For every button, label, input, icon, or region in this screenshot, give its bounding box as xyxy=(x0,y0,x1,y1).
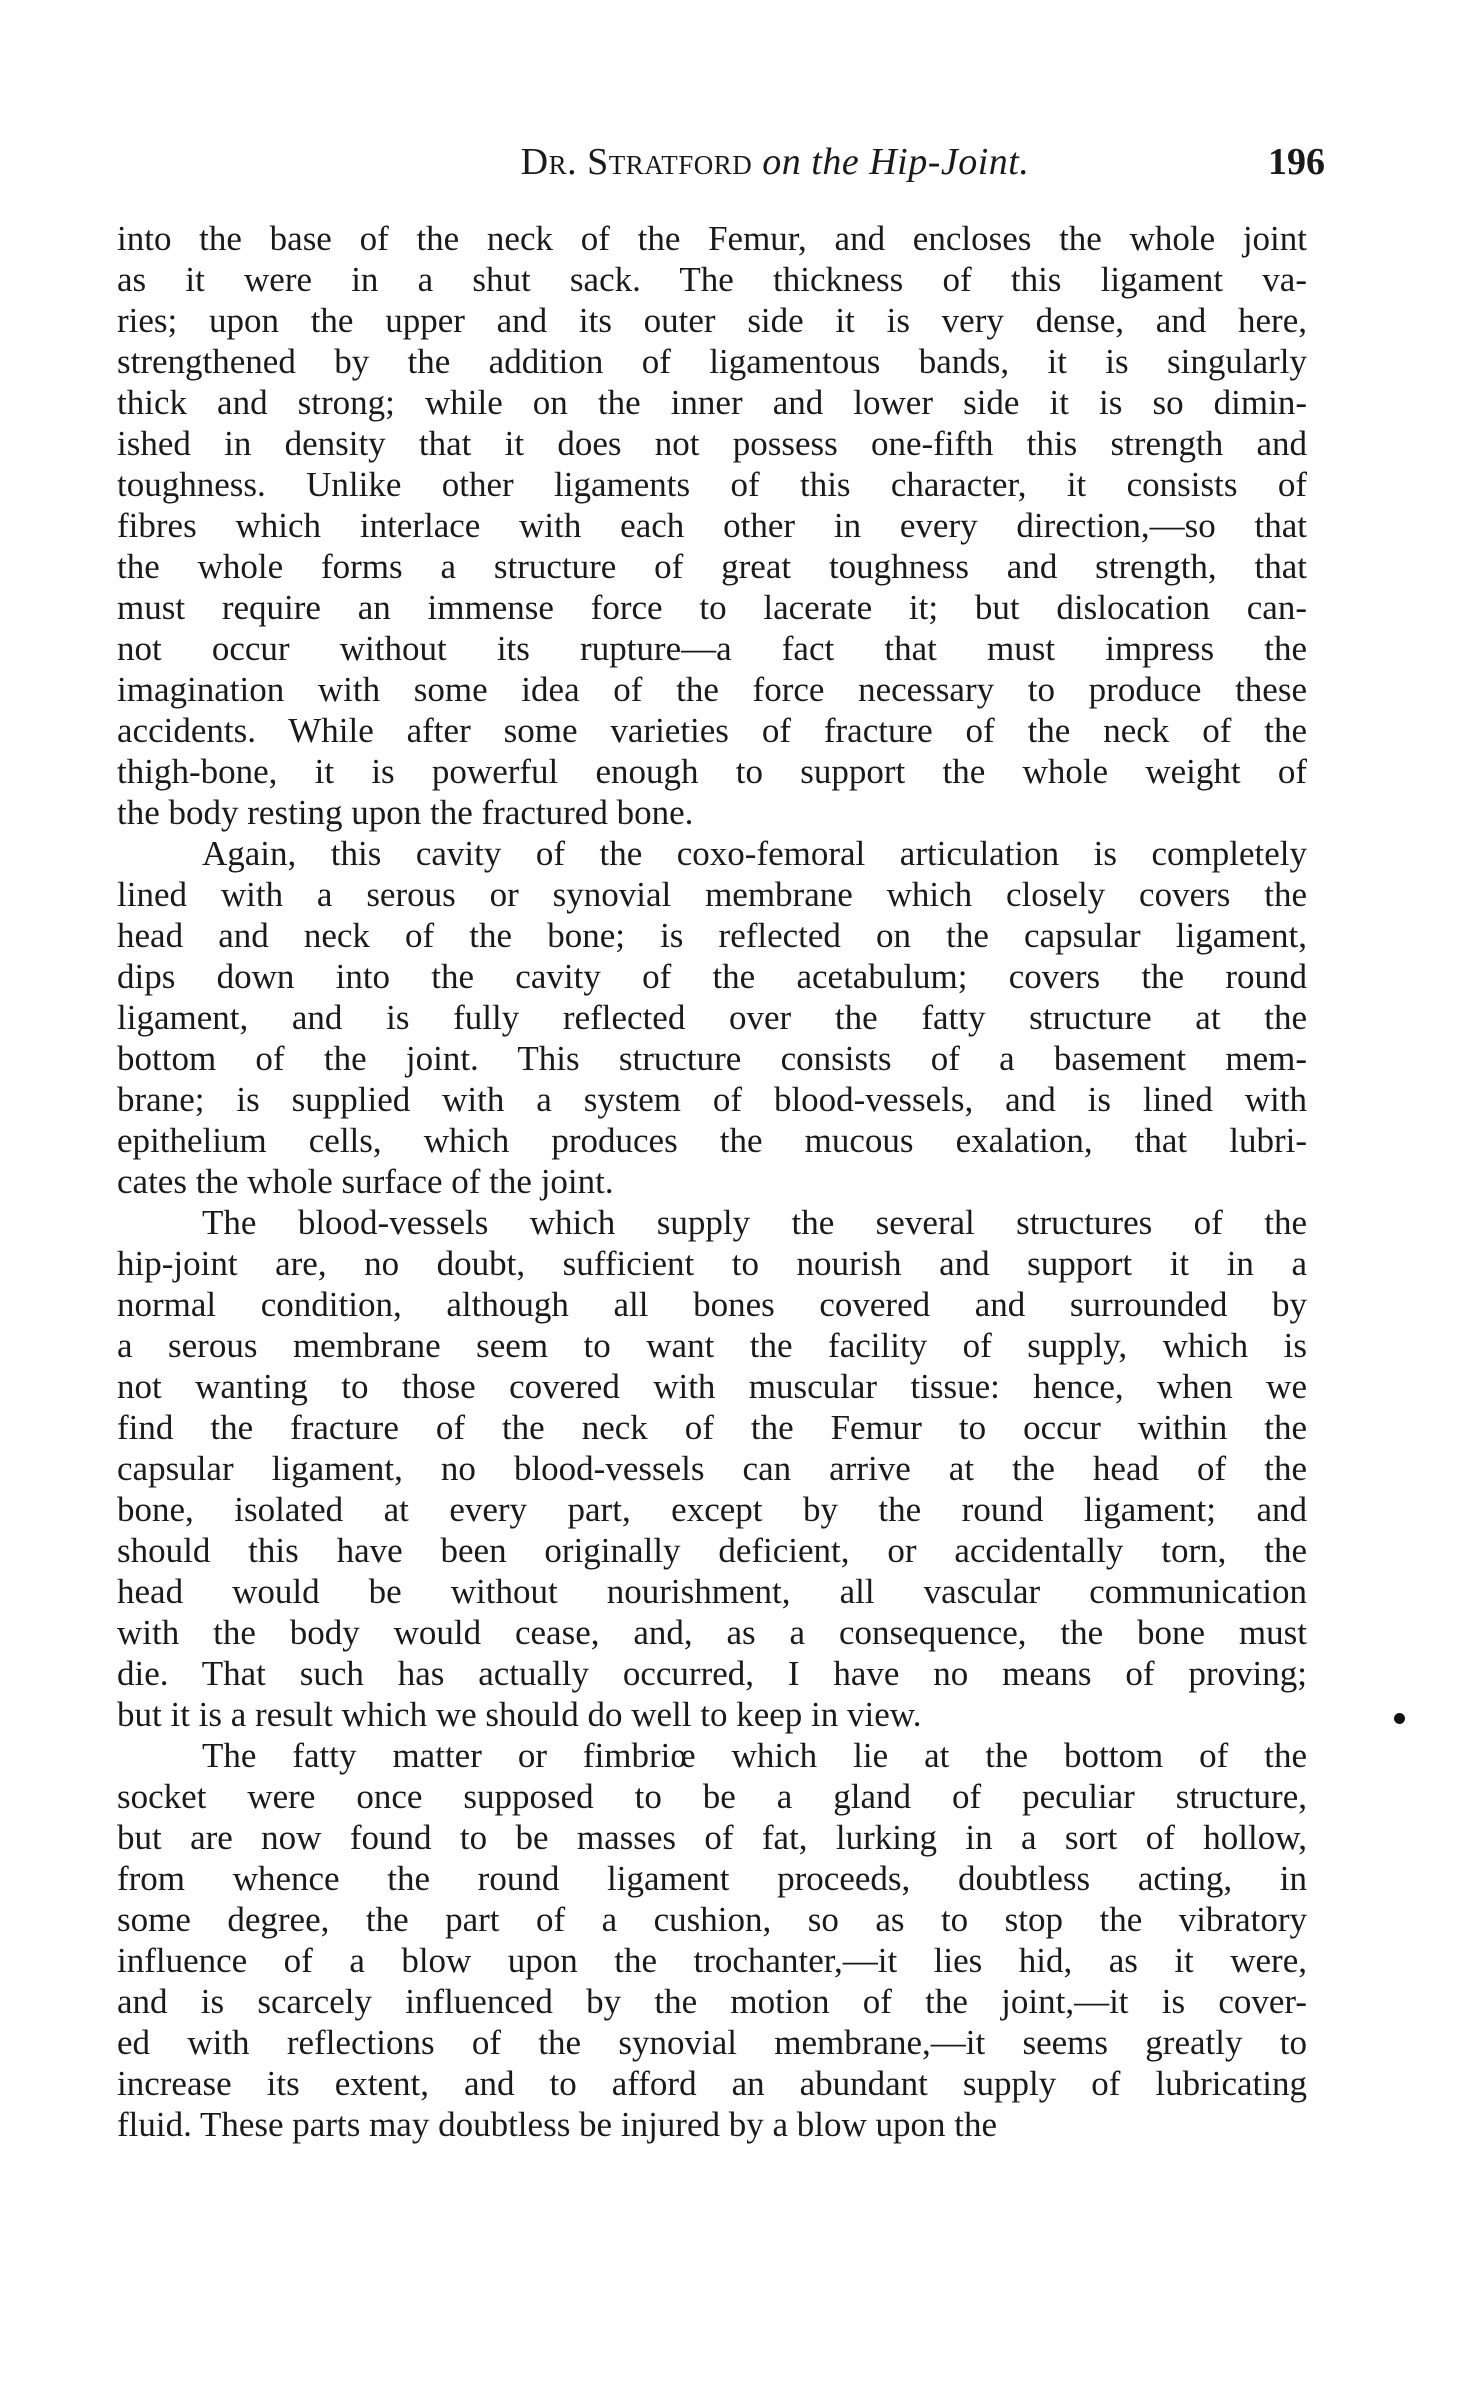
text-line: capsular ligament, no blood-vessels can arrive at the head of the xyxy=(117,1449,1307,1488)
text-line: find the fracture of the neck of the Femur to occur within the xyxy=(117,1408,1307,1447)
text-line: accidents. While after some varieties of fracture of the neck of the xyxy=(117,711,1307,750)
paragraph xyxy=(117,833,1307,1202)
text-line: not occur without its rupture—a fact that must impress the xyxy=(117,629,1307,668)
text-line: toughness. Unlike other ligaments of this character, it consists of xyxy=(117,465,1307,504)
text-line: epithelium cells, which produces the mucous exalation, that lubri- xyxy=(117,1121,1307,1160)
text-line: head would be without nourishment, all vascular communication xyxy=(117,1572,1307,1611)
text-line: but it is a result which we should do well to keep in view. xyxy=(117,1695,922,1734)
text-line: must require an immense force to lacerate it; but dislocation can- xyxy=(117,588,1307,627)
text-line: hip-joint are, no doubt, sufficient to nourish and support it in a xyxy=(117,1244,1307,1283)
text-line: The blood-vessels which supply the several structures of the xyxy=(202,1203,1307,1242)
text-line: fluid. These parts may doubtless be injured by a blow upon the xyxy=(117,2105,998,2144)
text-line: some degree, the part of a cushion, so as to stop the vibratory xyxy=(117,1900,1307,1939)
text-line: dips down into the cavity of the acetabulum; covers the round xyxy=(117,957,1307,996)
text-line: strengthened by the addition of ligamentous bands, it is singularly xyxy=(117,342,1307,381)
text-line: the whole forms a structure of great toughness and strength, that xyxy=(117,547,1307,586)
text-line: with the body would cease, and, as a consequence, the bone must xyxy=(117,1613,1307,1652)
text-line: the body resting upon the fractured bone. xyxy=(117,793,694,832)
text-line: increase its extent, and to afford an abundant supply of lubricating xyxy=(117,2064,1307,2103)
text-line: bottom of the joint. This structure consists of a basement mem- xyxy=(117,1039,1307,1078)
body-text xyxy=(117,218,1307,2145)
running-head xyxy=(395,140,1155,184)
text-line: brane; is supplied with a system of blood-vessels, and is lined with xyxy=(117,1080,1307,1119)
text-line: from whence the round ligament proceeds, doubtless acting, in xyxy=(117,1859,1307,1898)
paragraph xyxy=(117,218,1307,833)
running-head-prefix: Dr. xyxy=(520,141,578,183)
text-line: head and neck of the bone; is reflected on the capsular ligament, xyxy=(117,916,1307,955)
text-line: normal condition, although all bones covered and surrounded by xyxy=(117,1285,1307,1324)
text-line: Again, this cavity of the coxo-femoral articulation is completely xyxy=(202,834,1307,873)
running-head-title: on the Hip-Joint. xyxy=(762,141,1030,183)
text-line: thick and strong; while on the inner and lower side it is so dimin- xyxy=(117,383,1307,422)
text-line: but are now found to be masses of fat, lurking in a sort of hollow, xyxy=(117,1818,1307,1857)
text-line: ries; upon the upper and its outer side it is very dense, and here, xyxy=(117,301,1307,340)
text-line: The fatty matter or fimbriœ which lie at the bottom of the xyxy=(202,1736,1307,1775)
text-line: not wanting to those covered with muscular tissue: hence, when we xyxy=(117,1367,1307,1406)
text-line: imagination with some idea of the force necessary to produce these xyxy=(117,670,1307,709)
text-line: influence of a blow upon the trochanter,—it lies hid, as it were, xyxy=(117,1941,1307,1980)
text-line: lined with a serous or synovial membrane which closely covers the xyxy=(117,875,1307,914)
text-line: as it were in a shut sack. The thickness of this ligament va- xyxy=(117,260,1307,299)
text-line: cates the whole surface of the joint. xyxy=(117,1162,614,1201)
text-line: into the base of the neck of the Femur, and encloses the whole joint xyxy=(117,219,1307,258)
text-line: a serous membrane seem to want the facility of supply, which is xyxy=(117,1326,1307,1365)
paragraph xyxy=(117,1202,1307,1735)
ink-speck xyxy=(1394,1713,1405,1724)
text-line: socket were once supposed to be a gland of peculiar structure, xyxy=(117,1777,1307,1816)
text-line: bone, isolated at every part, except by the round ligament; and xyxy=(117,1490,1307,1529)
text-line: die. That such has actually occurred, I have no means of proving; xyxy=(117,1654,1307,1693)
text-line: ligament, and is fully reflected over the fatty structure at the xyxy=(117,998,1307,1037)
paragraph xyxy=(117,1735,1307,2145)
text-line: should this have been originally deficient, or accidentally torn, the xyxy=(117,1531,1307,1570)
text-line: and is scarcely influenced by the motion of the joint,—it is cover- xyxy=(117,1982,1307,2021)
text-line: thigh-bone, it is powerful enough to support the whole weight of xyxy=(117,752,1307,791)
page-header xyxy=(115,140,1325,200)
text-line: fibres which interlace with each other in every direction,—so that xyxy=(117,506,1307,545)
running-head-author: Stratford xyxy=(587,141,753,183)
page-number: 196 xyxy=(1268,141,1325,183)
text-line: ished in density that it does not possess one-fifth this strength and xyxy=(117,424,1307,463)
text-line: ed with reflections of the synovial membrane,—it seems greatly to xyxy=(117,2023,1307,2062)
